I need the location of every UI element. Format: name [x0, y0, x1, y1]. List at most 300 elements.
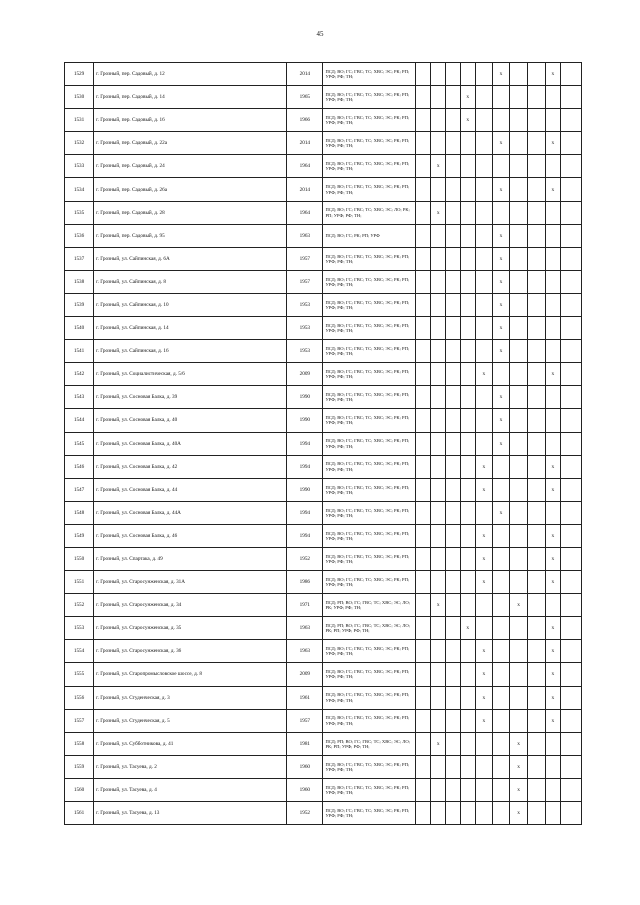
- works-cell: ПСД; ВО; ГС; ГВС; ТС; ХВС; ЭС; РК; РП; УРФ; РФ; ТН;: [323, 63, 415, 86]
- mark-cell: [545, 778, 561, 801]
- table-row: [65, 547, 582, 570]
- mark-cell: x: [510, 732, 528, 755]
- mark-cell: [476, 432, 493, 455]
- address-cell: г. Грозный, ул. Сосновая Балка, д. 44А: [94, 501, 287, 524]
- works-cell: ПСД; ВО; ГС; ГВС; ТС; ХВС; ЭС; РК; РП; УРФ; РФ; ТН;: [323, 86, 415, 109]
- works-cell: ПСД; РП; ВО; ГС; ГВС; ТС; ХВС; ЭС; ЛО; РК; РП; УРФ; РФ; ТН;: [323, 732, 415, 755]
- mark-cell: [476, 63, 493, 86]
- mark-cell: [527, 86, 545, 109]
- year-cell: 1990: [287, 386, 323, 409]
- mark-cell: x: [476, 547, 493, 570]
- year-cell: 2014: [287, 178, 323, 201]
- mark-cell: [460, 524, 476, 547]
- mark-cell: x: [492, 247, 510, 270]
- year-cell: 1960: [287, 755, 323, 778]
- mark-cell: [431, 640, 446, 663]
- mark-cell: [510, 501, 528, 524]
- mark-cell: x: [431, 201, 446, 224]
- works-cell: ПСД; ВО; ГС; ГВС; ТС; ХВС; ЭС; РК; РП; УРФ; РФ; ТН;: [323, 640, 415, 663]
- row-number: 1557: [65, 709, 94, 732]
- year-cell: 1953: [287, 317, 323, 340]
- mark-cell: [415, 86, 431, 109]
- mark-cell: [476, 201, 493, 224]
- mark-cell: [561, 201, 582, 224]
- mark-cell: [476, 501, 493, 524]
- mark-cell: [445, 617, 460, 640]
- mark-cell: [431, 340, 446, 363]
- mark-cell: [561, 63, 582, 86]
- works-cell: ПСД; ВО; ГС; ГВС; ТС; ХВС; ЭС; РК; РП; УРФ; РФ; ТН;: [323, 778, 415, 801]
- mark-cell: [415, 571, 431, 594]
- mark-cell: [561, 802, 582, 825]
- works-cell: ПСД; ВО; ГС; ГВС; ТС; ХВС; ЭС; РК; РП; УРФ; РФ; ТН;: [323, 686, 415, 709]
- mark-cell: [510, 363, 528, 386]
- mark-cell: [415, 224, 431, 247]
- table-row: [65, 178, 582, 201]
- mark-cell: [545, 409, 561, 432]
- address-cell: г. Грозный, ул. Спартака, д. 49: [94, 547, 287, 570]
- table-row: [65, 686, 582, 709]
- mark-cell: [431, 432, 446, 455]
- mark-cell: [445, 109, 460, 132]
- mark-cell: [460, 386, 476, 409]
- mark-cell: [510, 270, 528, 293]
- mark-cell: [445, 709, 460, 732]
- mark-cell: [445, 409, 460, 432]
- mark-cell: [431, 270, 446, 293]
- works-cell: ПСД; ВО; ГС; ГВС; ТС; ХВС; ЭС; РК; РП; УРФ; РФ; ТН;: [323, 547, 415, 570]
- address-cell: г. Грозный, ул. Старосунженская, д. 36: [94, 640, 287, 663]
- year-cell: 1966: [287, 109, 323, 132]
- mark-cell: x: [545, 571, 561, 594]
- row-number: 1543: [65, 386, 94, 409]
- mark-cell: [415, 478, 431, 501]
- mark-cell: [561, 178, 582, 201]
- mark-cell: [431, 571, 446, 594]
- mark-cell: [561, 432, 582, 455]
- mark-cell: x: [510, 778, 528, 801]
- row-number: 1537: [65, 247, 94, 270]
- mark-cell: [561, 409, 582, 432]
- mark-cell: x: [545, 640, 561, 663]
- mark-cell: [476, 86, 493, 109]
- year-cell: 1994: [287, 455, 323, 478]
- works-cell: ПСД; РП; ВО; ГС; ГВС; ТС; ХВС; ЭС; ЛО; РК; РП; УРФ; РФ; ТН;: [323, 617, 415, 640]
- mark-cell: [561, 155, 582, 178]
- mark-cell: [476, 594, 493, 617]
- mark-cell: [431, 755, 446, 778]
- mark-cell: [561, 132, 582, 155]
- mark-cell: [492, 617, 510, 640]
- mark-cell: [415, 109, 431, 132]
- address-cell: г. Грозный, ул. Старопромысловское шоссе, д. 8: [94, 663, 287, 686]
- mark-cell: [415, 386, 431, 409]
- mark-cell: [431, 63, 446, 86]
- mark-cell: [545, 109, 561, 132]
- mark-cell: [561, 224, 582, 247]
- row-number: 1541: [65, 340, 94, 363]
- address-cell: г. Грозный, ул. Сосновая Балка, д. 40: [94, 409, 287, 432]
- mark-cell: [527, 409, 545, 432]
- mark-cell: [545, 293, 561, 316]
- mark-cell: [545, 732, 561, 755]
- mark-cell: [415, 732, 431, 755]
- year-cell: 1953: [287, 340, 323, 363]
- year-cell: 1994: [287, 501, 323, 524]
- mark-cell: [527, 340, 545, 363]
- mark-cell: [527, 109, 545, 132]
- table-row: [65, 109, 582, 132]
- mark-cell: [415, 663, 431, 686]
- mark-cell: [510, 340, 528, 363]
- address-cell: г. Грозный, ул. Сайпинская, д. 14: [94, 317, 287, 340]
- mark-cell: [561, 640, 582, 663]
- mark-cell: [460, 594, 476, 617]
- mark-cell: [460, 663, 476, 686]
- mark-cell: [415, 363, 431, 386]
- mark-cell: [527, 224, 545, 247]
- mark-cell: x: [492, 178, 510, 201]
- mark-cell: [415, 270, 431, 293]
- mark-cell: [527, 663, 545, 686]
- mark-cell: [492, 755, 510, 778]
- row-number: 1533: [65, 155, 94, 178]
- mark-cell: [415, 409, 431, 432]
- mark-cell: [476, 802, 493, 825]
- works-cell: ПСД; ВО; ГС; РК; РП; УРФ: [323, 224, 415, 247]
- mark-cell: [561, 732, 582, 755]
- mark-cell: [460, 571, 476, 594]
- mark-cell: [415, 594, 431, 617]
- row-number: 1535: [65, 201, 94, 224]
- mark-cell: x: [476, 640, 493, 663]
- row-number: 1552: [65, 594, 94, 617]
- mark-cell: [561, 755, 582, 778]
- mark-cell: [431, 524, 446, 547]
- address-cell: г. Грозный, ул. Студенческая, д. 3: [94, 686, 287, 709]
- row-number: 1529: [65, 63, 94, 86]
- mark-cell: [561, 386, 582, 409]
- table-row: [65, 224, 582, 247]
- row-number: 1548: [65, 501, 94, 524]
- year-cell: 1963: [287, 617, 323, 640]
- registry-body: [65, 63, 582, 825]
- mark-cell: [445, 201, 460, 224]
- mark-cell: [431, 455, 446, 478]
- works-cell: ПСД; ВО; ГС; ГВС; ТС; ХВС; ЭС; РК; РП; УРФ; РФ; ТН;: [323, 571, 415, 594]
- mark-cell: [561, 455, 582, 478]
- works-cell: ПСД; ВО; ГС; ГВС; ТС; ХВС; ЭС; РК; РП; УРФ; РФ; ТН;: [323, 524, 415, 547]
- mark-cell: [561, 478, 582, 501]
- mark-cell: [545, 802, 561, 825]
- row-number: 1530: [65, 86, 94, 109]
- mark-cell: [415, 778, 431, 801]
- mark-cell: x: [476, 363, 493, 386]
- mark-cell: [431, 501, 446, 524]
- table-row: [65, 270, 582, 293]
- address-cell: г. Грозный, ул. Сосновая Балка, д. 44: [94, 478, 287, 501]
- table-row: [65, 317, 582, 340]
- works-cell: ПСД; ВО; ГС; ГВС; ТС; ХВС; ЭС; РК; РП; УРФ; РФ; ТН;: [323, 155, 415, 178]
- address-cell: г. Грозный, ул. Сайпинская, д. 8: [94, 270, 287, 293]
- mark-cell: [510, 455, 528, 478]
- works-cell: ПСД; ВО; ГС; ГВС; ТС; ХВС; ЭС; РК; РП; УРФ; РФ; ТН;: [323, 755, 415, 778]
- year-cell: 1963: [287, 640, 323, 663]
- mark-cell: x: [545, 455, 561, 478]
- address-cell: г. Грозный, ул. Сайпинская, д. 16: [94, 340, 287, 363]
- address-cell: г. Грозный, пер. Садовый, д. 28: [94, 201, 287, 224]
- mark-cell: [431, 478, 446, 501]
- mark-cell: [445, 594, 460, 617]
- mark-cell: [476, 617, 493, 640]
- table-row: [65, 247, 582, 270]
- mark-cell: [460, 224, 476, 247]
- mark-cell: x: [492, 432, 510, 455]
- mark-cell: [460, 317, 476, 340]
- mark-cell: [431, 547, 446, 570]
- mark-cell: [445, 86, 460, 109]
- mark-cell: [476, 178, 493, 201]
- mark-cell: [545, 432, 561, 455]
- mark-cell: [510, 155, 528, 178]
- year-cell: 2009: [287, 663, 323, 686]
- year-cell: 1961: [287, 686, 323, 709]
- mark-cell: [492, 802, 510, 825]
- year-cell: 1957: [287, 270, 323, 293]
- mark-cell: [445, 640, 460, 663]
- mark-cell: [510, 617, 528, 640]
- mark-cell: x: [492, 317, 510, 340]
- mark-cell: [527, 317, 545, 340]
- row-number: 1555: [65, 663, 94, 686]
- mark-cell: [476, 755, 493, 778]
- mark-cell: x: [492, 293, 510, 316]
- mark-cell: [545, 224, 561, 247]
- row-number: 1559: [65, 755, 94, 778]
- works-cell: ПСД; ВО; ГС; ГВС; ТС; ХВС; ЭС; РК; РП; УРФ; РФ; ТН;: [323, 663, 415, 686]
- year-cell: 1964: [287, 155, 323, 178]
- table-row: [65, 524, 582, 547]
- mark-cell: [476, 732, 493, 755]
- table-row: [65, 732, 582, 755]
- mark-cell: [460, 178, 476, 201]
- mark-cell: x: [510, 755, 528, 778]
- mark-cell: [431, 802, 446, 825]
- mark-cell: [431, 109, 446, 132]
- mark-cell: [445, 155, 460, 178]
- mark-cell: [492, 778, 510, 801]
- year-cell: 2009: [287, 363, 323, 386]
- mark-cell: [561, 340, 582, 363]
- mark-cell: [445, 363, 460, 386]
- mark-cell: [545, 155, 561, 178]
- mark-cell: x: [545, 63, 561, 86]
- mark-cell: x: [545, 686, 561, 709]
- mark-cell: [561, 663, 582, 686]
- mark-cell: [561, 594, 582, 617]
- mark-cell: [445, 501, 460, 524]
- mark-cell: [561, 617, 582, 640]
- table-row: [65, 432, 582, 455]
- mark-cell: [445, 178, 460, 201]
- mark-cell: [527, 755, 545, 778]
- mark-cell: [445, 386, 460, 409]
- mark-cell: [561, 501, 582, 524]
- mark-cell: [460, 802, 476, 825]
- mark-cell: [415, 755, 431, 778]
- row-number: 1531: [65, 109, 94, 132]
- table-row: [65, 293, 582, 316]
- mark-cell: x: [476, 524, 493, 547]
- table-row: [65, 386, 582, 409]
- mark-cell: [527, 293, 545, 316]
- mark-cell: [561, 709, 582, 732]
- mark-cell: [431, 363, 446, 386]
- row-number: 1544: [65, 409, 94, 432]
- mark-cell: [415, 455, 431, 478]
- mark-cell: [415, 709, 431, 732]
- table-row: [65, 802, 582, 825]
- mark-cell: [545, 317, 561, 340]
- mark-cell: [527, 63, 545, 86]
- mark-cell: [527, 363, 545, 386]
- mark-cell: [510, 663, 528, 686]
- mark-cell: [527, 432, 545, 455]
- mark-cell: [476, 778, 493, 801]
- mark-cell: [431, 293, 446, 316]
- works-cell: ПСД; ВО; ГС; ГВС; ТС; ХВС; ЭС; РК; РП; УРФ; РФ; ТН;: [323, 178, 415, 201]
- row-number: 1545: [65, 432, 94, 455]
- mark-cell: x: [476, 663, 493, 686]
- table-row: [65, 86, 582, 109]
- mark-cell: [492, 571, 510, 594]
- mark-cell: [415, 432, 431, 455]
- table-row: [65, 663, 582, 686]
- mark-cell: x: [545, 547, 561, 570]
- mark-cell: [527, 155, 545, 178]
- table-row: [65, 709, 582, 732]
- table-row: [65, 617, 582, 640]
- row-number: 1550: [65, 547, 94, 570]
- works-cell: ПСД; ВО; ГС; ГВС; ТС; ХВС; ЭС; РК; РП; УРФ; РФ; ТН;: [323, 132, 415, 155]
- mark-cell: [460, 455, 476, 478]
- works-cell: ПСД; ВО; ГС; ГВС; ТС; ХВС; ЭС; РК; РП; УРФ; РФ; ТН;: [323, 247, 415, 270]
- mark-cell: [545, 201, 561, 224]
- mark-cell: [545, 247, 561, 270]
- mark-cell: [510, 686, 528, 709]
- mark-cell: [431, 86, 446, 109]
- mark-cell: [492, 547, 510, 570]
- mark-cell: [445, 755, 460, 778]
- mark-cell: [527, 640, 545, 663]
- mark-cell: [445, 247, 460, 270]
- mark-cell: [431, 247, 446, 270]
- mark-cell: [445, 732, 460, 755]
- mark-cell: [460, 732, 476, 755]
- mark-cell: [431, 663, 446, 686]
- mark-cell: [460, 201, 476, 224]
- mark-cell: x: [476, 571, 493, 594]
- mark-cell: [415, 640, 431, 663]
- address-cell: г. Грозный, ул. Тасуева, д. 2: [94, 755, 287, 778]
- year-cell: 1964: [287, 201, 323, 224]
- year-cell: 2014: [287, 63, 323, 86]
- mark-cell: [510, 524, 528, 547]
- mark-cell: x: [476, 455, 493, 478]
- mark-cell: [445, 63, 460, 86]
- mark-cell: [445, 547, 460, 570]
- mark-cell: [527, 132, 545, 155]
- row-number: 1556: [65, 686, 94, 709]
- mark-cell: [476, 340, 493, 363]
- mark-cell: [460, 686, 476, 709]
- mark-cell: x: [460, 617, 476, 640]
- mark-cell: [431, 409, 446, 432]
- mark-cell: [476, 132, 493, 155]
- mark-cell: [510, 317, 528, 340]
- row-number: 1547: [65, 478, 94, 501]
- mark-cell: [561, 778, 582, 801]
- row-number: 1542: [65, 363, 94, 386]
- year-cell: 1957: [287, 709, 323, 732]
- row-number: 1532: [65, 132, 94, 155]
- row-number: 1536: [65, 224, 94, 247]
- address-cell: г. Грозный, ул. Старосунженская, д. 31А: [94, 571, 287, 594]
- mark-cell: [561, 247, 582, 270]
- mark-cell: [445, 778, 460, 801]
- mark-cell: [431, 132, 446, 155]
- mark-cell: x: [510, 594, 528, 617]
- mark-cell: [476, 270, 493, 293]
- mark-cell: [476, 293, 493, 316]
- mark-cell: [415, 501, 431, 524]
- mark-cell: [445, 317, 460, 340]
- address-cell: г. Грозный, пер. Садовый, д. 26а: [94, 178, 287, 201]
- mark-cell: [415, 201, 431, 224]
- row-number: 1554: [65, 640, 94, 663]
- mark-cell: [527, 201, 545, 224]
- year-cell: 1965: [287, 86, 323, 109]
- mark-cell: [445, 524, 460, 547]
- mark-cell: [460, 640, 476, 663]
- mark-cell: x: [545, 709, 561, 732]
- mark-cell: [527, 732, 545, 755]
- mark-cell: [561, 686, 582, 709]
- mark-cell: [527, 617, 545, 640]
- mark-cell: [545, 340, 561, 363]
- mark-cell: [492, 640, 510, 663]
- mark-cell: [527, 802, 545, 825]
- mark-cell: [527, 686, 545, 709]
- mark-cell: [492, 201, 510, 224]
- mark-cell: [545, 501, 561, 524]
- table-row: [65, 778, 582, 801]
- address-cell: г. Грозный, ул. Социалистическая, д. 5/6: [94, 363, 287, 386]
- address-cell: г. Грозный, пер. Садовый, д. 12: [94, 63, 287, 86]
- year-cell: 1981: [287, 732, 323, 755]
- row-number: 1561: [65, 802, 94, 825]
- table-row: [65, 594, 582, 617]
- mark-cell: [510, 386, 528, 409]
- mark-cell: [492, 709, 510, 732]
- mark-cell: [415, 317, 431, 340]
- table-row: [65, 201, 582, 224]
- mark-cell: x: [476, 709, 493, 732]
- mark-cell: [545, 755, 561, 778]
- table-row: [65, 340, 582, 363]
- mark-cell: x: [492, 409, 510, 432]
- mark-cell: [527, 247, 545, 270]
